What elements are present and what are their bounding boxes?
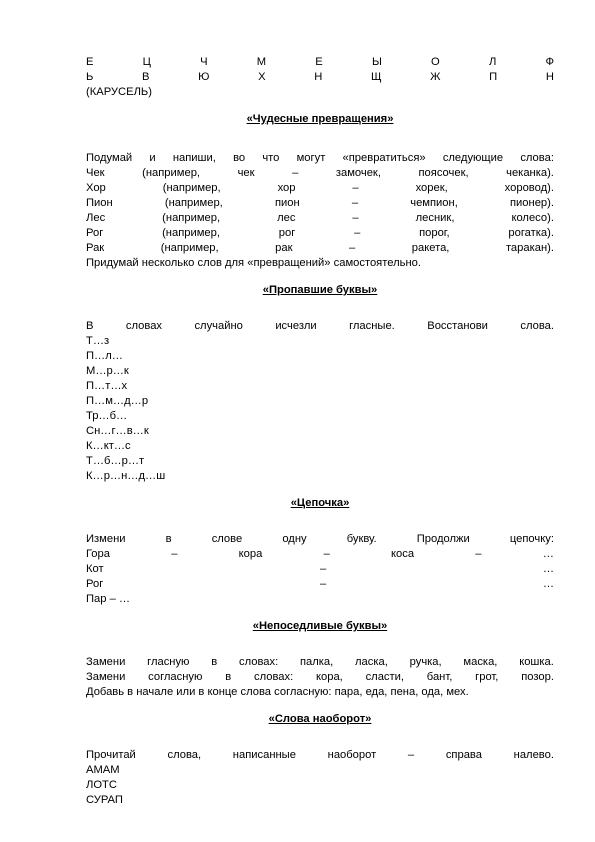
word: Е (315, 56, 323, 68)
word: налево. (513, 749, 554, 761)
word: – (475, 548, 482, 560)
word: Ю (198, 71, 210, 83)
section-title-restless-letters: «Непоседливые буквы» (252, 620, 388, 632)
word: Измени (86, 533, 126, 545)
chain-intro (86, 532, 554, 547)
word: исчезли (275, 320, 317, 332)
word: Хор (86, 182, 106, 194)
word: Л (488, 56, 497, 68)
word: Ж (430, 71, 441, 83)
word: – (349, 242, 356, 254)
word: – (407, 749, 415, 761)
word: гласную (147, 656, 190, 668)
restless-line-3: Добавь в начале или в конце слова согласную: пара, еда, пена, ода, мех. (86, 686, 469, 698)
word: Пион (86, 197, 113, 209)
word: слова: (520, 152, 554, 164)
word: словах: (238, 656, 279, 668)
word: Гора (86, 548, 110, 560)
word-line: АМАМ (86, 764, 120, 776)
word: в (165, 533, 172, 545)
transformation-row (86, 211, 554, 226)
word: лес (277, 212, 296, 224)
transformations-rows (86, 166, 554, 256)
word: Х (258, 71, 266, 83)
word: цепочку: (509, 533, 554, 545)
word-line: П…л… (86, 350, 123, 362)
word: наоборот (327, 749, 377, 761)
word: Ч (200, 56, 208, 68)
word: чеканка). (506, 167, 554, 179)
word: замочек, (335, 167, 381, 179)
transformation-row (86, 241, 554, 256)
word: таракан). (505, 242, 554, 254)
word: кора (238, 548, 263, 560)
word: «превратиться» (342, 152, 426, 164)
word: словах: (253, 671, 294, 683)
word: сласти, (365, 671, 404, 683)
word: рак (275, 242, 293, 254)
word: ракета, (411, 242, 450, 254)
word: – (354, 227, 361, 239)
word: маска, (463, 656, 498, 668)
answer-text: (КАРУСЕЛЬ) (86, 86, 152, 98)
word: лесник, (415, 212, 455, 224)
section-title-transformations: «Чудесные превращения» (246, 113, 394, 125)
word: грот, (475, 671, 499, 683)
word: (например, (142, 167, 201, 179)
word: следующие (442, 152, 504, 164)
document-page (86, 55, 554, 808)
word: напиши, (172, 152, 216, 164)
word: хоровод). (504, 182, 554, 194)
word: Подумай (86, 152, 133, 164)
word: Рак (86, 242, 105, 254)
word-line: Сн…г…в…к (86, 425, 149, 437)
word: Прочитай (86, 749, 136, 761)
section-title-missing-letters: «Пропавшие буквы» (262, 284, 378, 296)
word: В (142, 71, 150, 83)
word: Е (86, 56, 94, 68)
word-line: М…р…к (86, 365, 129, 377)
transformations-intro (86, 151, 554, 166)
word: – (352, 212, 359, 224)
transformation-row (86, 166, 554, 181)
transformation-row (86, 181, 554, 196)
word: – (171, 548, 178, 560)
word-line: Т…б…р…т (86, 455, 145, 467)
letters-row-2 (86, 70, 554, 85)
word: в (225, 671, 232, 683)
word-line: Тр…б… (86, 410, 128, 422)
word: Рог (86, 227, 104, 239)
word: согласную (148, 671, 203, 683)
word: Ы (371, 56, 382, 68)
word: О (431, 56, 440, 68)
word-line: ЛОТС (86, 779, 117, 791)
word: и (149, 152, 156, 164)
letters-row-1 (86, 55, 554, 70)
word: порог, (419, 227, 450, 239)
word: могут (296, 152, 326, 164)
word: чек (237, 167, 255, 179)
missing-letters-words (86, 334, 554, 484)
word: случайно (194, 320, 243, 332)
word: – (292, 167, 299, 179)
section-title-reverse-words: «Слова наоборот» (268, 713, 372, 725)
word: ручка, (409, 656, 442, 668)
word: словах (125, 320, 163, 332)
word: (например, (162, 212, 221, 224)
word: в (211, 656, 218, 668)
word: (например, (162, 182, 221, 194)
word: поясочек, (418, 167, 469, 179)
reverse-intro (86, 748, 554, 763)
word: ласка, (355, 656, 388, 668)
chain-row-1 (86, 547, 554, 562)
word: Н (314, 71, 323, 83)
transformation-row (86, 196, 554, 211)
transformations-outro: Придумай несколько слов для «превращений» самостоятельно. (86, 257, 421, 269)
word: Н (545, 71, 554, 83)
word: хорек, (415, 182, 448, 194)
word-line: К…кт…с (86, 440, 131, 452)
chain-row-2: Кот – … (86, 563, 554, 575)
word: (например, (160, 242, 219, 254)
section-title-chain: «Цепочка» (290, 497, 350, 509)
restless-line-2 (86, 670, 554, 685)
word: слова. (520, 320, 554, 332)
word-line: СУРАП (86, 794, 123, 806)
word: – (351, 197, 359, 209)
word: букву. (346, 533, 377, 545)
word: пион (274, 197, 300, 209)
word: – (352, 182, 359, 194)
word: Чек (86, 167, 105, 179)
word: палка, (299, 656, 334, 668)
word: Лес (86, 212, 106, 224)
word: одну (282, 533, 307, 545)
word: кошка. (519, 656, 554, 668)
word: В (86, 320, 94, 332)
reverse-words (86, 763, 554, 808)
word: гласные. (349, 320, 395, 332)
word: слове (211, 533, 243, 545)
restless-line-1 (86, 655, 554, 670)
word: Ф (545, 56, 554, 68)
chain-row-3: Рог – … (86, 578, 554, 590)
word-line: П…т…х (86, 380, 128, 392)
word-line: П…м…д…р (86, 395, 149, 407)
word: коса (391, 548, 415, 560)
word: во (233, 152, 246, 164)
word: колесо). (511, 212, 554, 224)
word: Щ (370, 71, 382, 83)
word: (например, (164, 197, 223, 209)
word: пионер). (509, 197, 554, 209)
word: … (542, 548, 554, 560)
word: – (323, 548, 330, 560)
word: позор. (521, 671, 554, 683)
word: Ь (86, 71, 94, 83)
word: рог (278, 227, 296, 239)
missing-letters-intro (86, 319, 554, 334)
word: (например, (162, 227, 220, 239)
word: М (256, 56, 267, 68)
word-line: Т…з (86, 335, 110, 347)
word: Замени (86, 671, 126, 683)
word: хор (277, 182, 296, 194)
word: слова, (167, 749, 202, 761)
word: что (262, 152, 280, 164)
word: Замени (86, 656, 126, 668)
word: бант, (426, 671, 453, 683)
word: П (489, 71, 498, 83)
word: кора, (315, 671, 343, 683)
word: справа (445, 749, 482, 761)
word: Восстанови (427, 320, 488, 332)
word: написанные (232, 749, 296, 761)
transformation-row (86, 226, 554, 241)
word: Продолжи (416, 533, 470, 545)
word: рогатка). (508, 227, 554, 239)
chain-row-4: Пар – … (86, 593, 131, 605)
word: Ц (142, 56, 151, 68)
word-line: К…р…н…д…ш (86, 470, 166, 482)
word: чемпион, (410, 197, 458, 209)
